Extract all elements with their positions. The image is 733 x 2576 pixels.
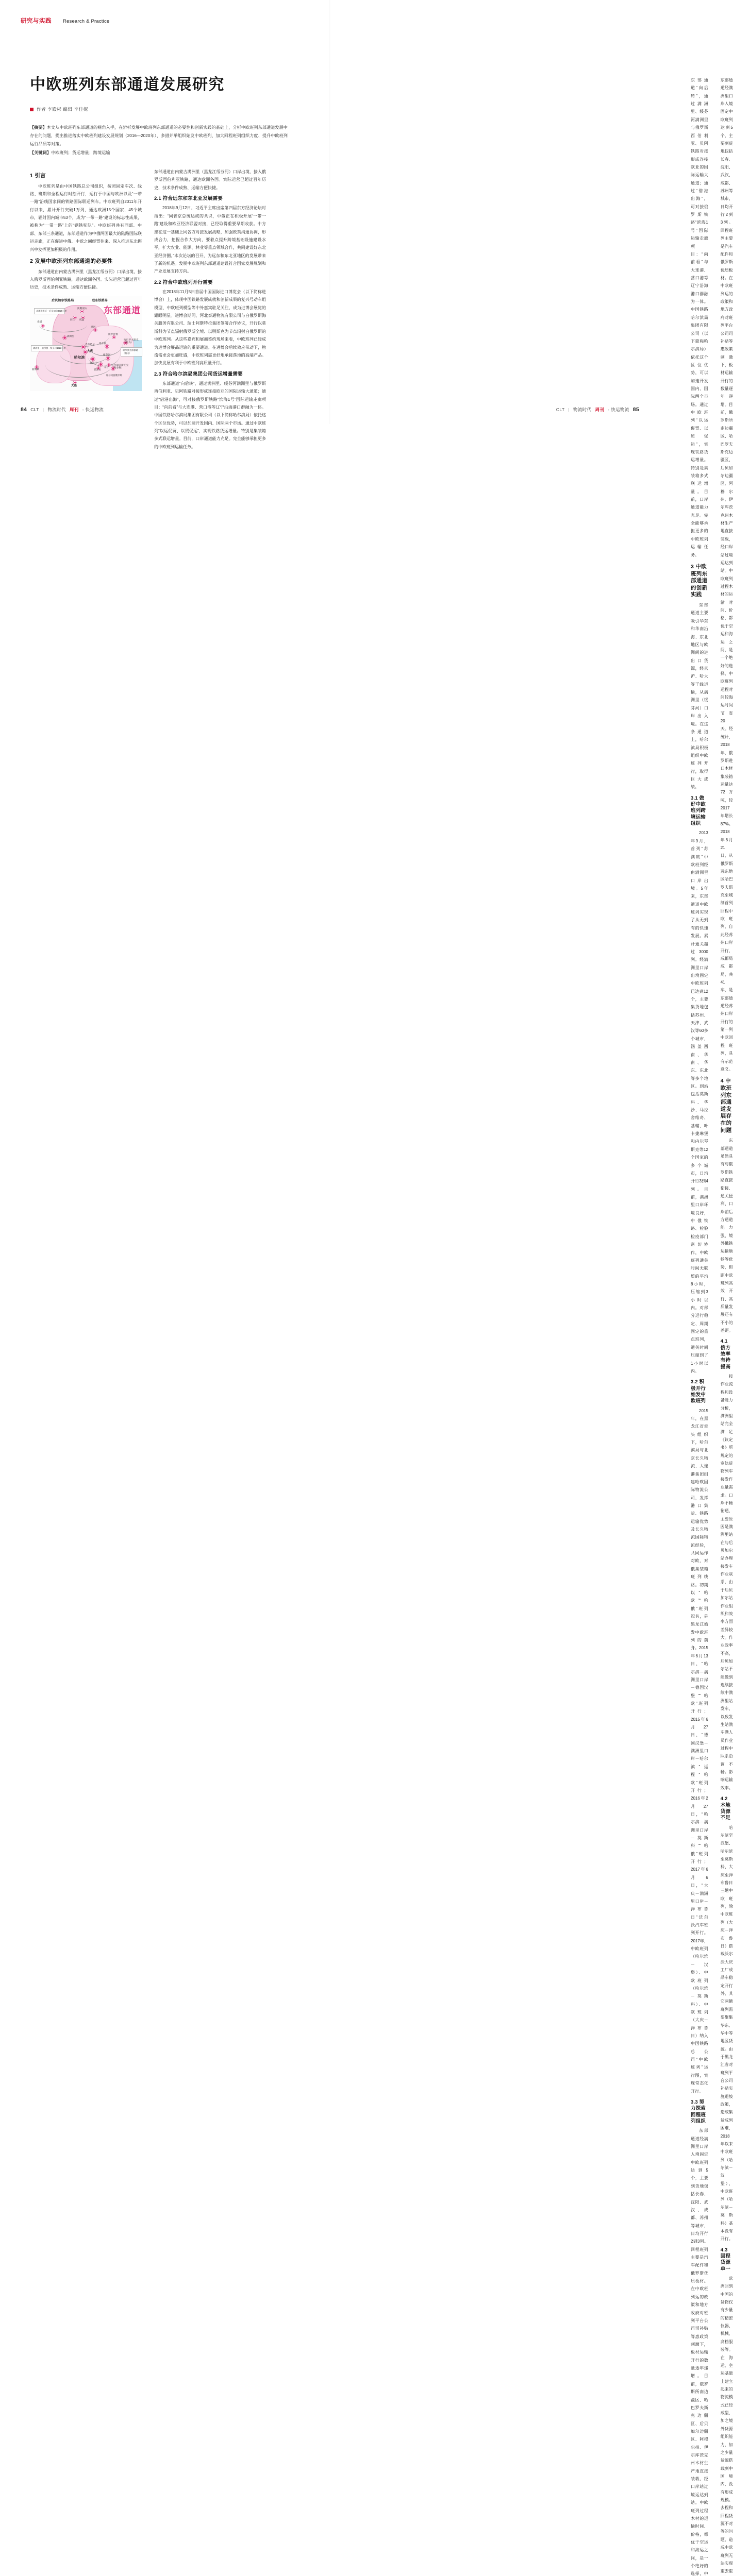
page-left bbox=[0, 0, 330, 449]
column-4 bbox=[721, 76, 733, 2576]
paragraph-s2p1-cont: 东部通道由内蒙古满洲里（黑龙江绥芬河）口岸出境，接入俄罗斯西伯利亚铁路，通达欧洲各国。实际运营已超过百年历史，技术条件成熟、运输方便快捷。 bbox=[154, 170, 266, 190]
footer-left bbox=[21, 406, 104, 413]
map-label-manzhouli: 满洲里 bbox=[67, 334, 75, 337]
heading-section-2-3: 2.3 符合哈尔滨局集团公司货运增量需要 bbox=[154, 371, 243, 377]
footer-brand-right: CLT bbox=[556, 407, 565, 412]
map-label-vladivostok: 符拉迪沃斯托克（海参崴） bbox=[111, 363, 129, 369]
page-gutter bbox=[329, 0, 330, 424]
map-node-birobidzhan bbox=[112, 336, 115, 339]
map-label-daqing: 大庆 bbox=[87, 349, 93, 353]
map-label-woliluofu: 沃利诺夫 bbox=[77, 307, 88, 310]
paragraph-s23p1-cont: 东部通道“向后转”，通过满洲里、绥芬河满洲里与俄罗斯西伯利亚、贝阿铁路对接形成连接欧亚的国际运输大通道；通过“借港出海”，可对接俄罗斯铁路“滨海1号”国际运输走廊项目：“向前看”与大连港、营口港等辽宁沿海港口群融为一体。中国铁路哈尔滨局集团有限公司（以下简称哈尔滨局）依托这个区位优势，可以加速开发国内、国际两个市场。通过中欧班列“以运促贸、以贸促运”，实现铁路货运增量。特别是集装箱多式联运增量。目前，口岸通道能力充足。完全能够承担更多的中欧班列运输任务。 bbox=[691, 78, 708, 557]
map-label-dalian: 大连 bbox=[71, 384, 77, 387]
abstract-block bbox=[30, 124, 288, 157]
paragraph-s33p1-cont: 东部通道经满洲里口岸入境固定中欧班列达到5个，主要到货地包括长春、沈阳、武汉、成都、苏州等城市，日均开行2到3列。回程班列主要是汽车配件和俄罗斯优质板材。在中欧班列运的政策和地方政府对班列平台公司司补贴等惠政策刺激下，板材运输开行的数量逐年递增。目前，俄罗斯所南边疆区、哈巴罗夫斯克边疆区、后贝加尔边疆区、阿穆尔州、伊尔库茨克州木材生产地直接装载，经口岸站过境运达到站。中欧班列过程木材的运输时间、价格，都优于空运和海运之间，是一个绝好的选择，中欧班列运程时间较海运时间节省20天。经统计，2018年，俄罗斯进口木材集装箱运量达72万吨，较2017年增长87%。2018年8月21日，从俄罗斯远东地区哈巴罗夫斯克至城制首列回程中欧班列，自此经苏州口岸开行，成都局成都局，共41车，是东部通道经苏州口岸开行的第一列中欧回程班列，具有示范意义。 bbox=[720, 78, 733, 1072]
abstract-label: 【摘要】 bbox=[30, 125, 47, 130]
map-label-chita: 赤塔 bbox=[37, 320, 42, 323]
abstract-paragraph bbox=[30, 124, 288, 148]
page-number-left: 84 bbox=[21, 406, 27, 413]
map-label-dongning: 东宁 bbox=[104, 365, 109, 368]
paragraph-s22p1: 在2018年11月5日首届中国国际进口博览会（以下简称进博会）上，体现中国铁路发展成就和创新成果的复兴号动车组模型、中欧班列模型等中外嘉宾驻足关注，成为进博会展览的耀眼明星。进博会期间，河北泰通物流有限公司与白俄罗斯海关服务有限公司、瑞士阿斯特拉集团签署合作协议，开行以莫斯科为节点辐射俄罗斯全境、以明斯克为节点辐射白俄罗斯的中欧班列。从这些嘉宾和展商签约现场来看，中欧班列已经成为进博会展品运输的重要通道。在进博会后续效应带动下，物流需求会更加旺盛，中欧班列需更好地承接落地的高端产品。加快发展有利于中欧班列高质量开行。 bbox=[154, 290, 266, 366]
footer-magazine-red-right: 周刊 bbox=[595, 407, 605, 412]
map-node-mudanjiang bbox=[99, 363, 103, 366]
footer-right bbox=[556, 406, 639, 413]
map-label-tongjiang: 同江 bbox=[70, 318, 75, 321]
map-infobox-distance-2: 满洲里－哈尔滨－绥芬河1522公里 bbox=[31, 345, 63, 351]
map-node-daqing bbox=[84, 350, 87, 354]
heading-section-3: 3 中欧班列东部通道的创新实践 bbox=[691, 563, 708, 598]
map-label-suifenhe: 绥芬河 bbox=[103, 353, 111, 356]
heading-section-3-1: 3.1 做好中欧班列跨境运输组织 bbox=[691, 795, 706, 827]
keywords-label: 【关键词】 bbox=[30, 150, 51, 155]
map-node-jiamusi bbox=[105, 345, 109, 348]
map-node-heihe bbox=[94, 329, 97, 332]
map-note-suifenhe-russia: 绥芬河接俄罗斯 bbox=[106, 374, 122, 377]
map-note-harbin-vladivostok: 哈尔滨至海参崴（格力） bbox=[121, 347, 142, 357]
map-label-birobidzhan: 比罗比詹 bbox=[108, 332, 119, 335]
footer-magazine-red-left: 周刊 bbox=[69, 407, 79, 412]
keywords-paragraph bbox=[30, 149, 288, 157]
heading-section-4: 4 中欧班列东部通道发展存在的问题 bbox=[720, 1078, 732, 1133]
column-2 bbox=[154, 168, 266, 451]
paragraph-s4p1: 东部通道虽然具有与俄罗斯铁路直接衔接、通关便利、口岸前后方通道能力强、境外俄铁运输顺畅等优势，但距中欧班列高效开行、高质量发展还有不小的差距。 bbox=[720, 1138, 733, 1333]
paragraph-s32p1: 2015年，在黑龙江省牵头组织下，哈尔滨局与北京长久物流、大连港集团组建哈欧国际物流公司，发挥港口集货、铁路运输优势及长久物流国际物流经验，共同运作对欧、对俄集装箱班列线路。初期以“哈欧”“哈俄”班列冠名，是黑龙江始发中欧班列的前身。2015年6月13日，“哈尔滨－满洲里口岸－德国汉堡”“哈欧”班列开行；2015年6月27日，“德国汉堡－满洲里口岸－哈尔滨”返程“哈欧”班列开行；2016年2月27日，“哈尔滨－满洲里口岸－莫斯科”“哈俄”班列开行；2017年6月6日，“大庆－满洲里口岸－泽布鲁日”沃尔沃汽车班列开行。2017年，中欧班列（哈尔滨－汉堡）、中欧班列（哈尔滨－莫斯科）、中欧班列（大庆－泽布鲁日）纳入中国铁路总公司“中欧班列”运行图，实现常态化开行。 bbox=[691, 1408, 708, 2094]
heading-section-2-1: 2.1 符合远东和东北亚发展需要 bbox=[154, 196, 223, 202]
footer-brand-left: CLT bbox=[30, 407, 39, 412]
map-label-mudanjiang: 牡丹江 bbox=[90, 361, 97, 364]
paragraph-s21p1: 2018年9月12日，习近平主席出席第四届东方经济论坛时指出：“同普京总统达成的共识，中俄正在积极开展‘一带一路’建设和欧亚经济联盟对接，已经取得重要早期收获。中方愿在这一基础上同各方对接发展战略，加强政策沟通协调，形成合力，把握合作大方向，要着点提升跨境基础设施建设水平，扩大农业、能源、林业等重点领域合作，共同建设好东北亚经济圈。”本次论坛的召开，为远东和东北亚地区的发展带来了新的机遇。发展中欧班列东部通道建设符合国家发展规划和产业发展支持方向。 bbox=[154, 206, 266, 274]
byline-marker-icon bbox=[30, 108, 34, 111]
paragraph-s33p1: 东部通道经满洲里口岸入境固定中欧班列达到5个，主要到货地包括长春、沈阳、武汉、成都、苏州等城市，日均开行2到3列。回程班列主要是汽车配件和俄罗斯优质板材。在中欧班列运的政策和地方政府对班列平台公司司补贴等惠政策刺激下，板材运输开行的数量逐年递增。目前，俄罗斯所南边疆区、哈巴罗夫斯克边疆区、后贝加尔边疆区、阿穆尔州、伊尔库茨克州木材生产地直接装载，经口岸站过境运达到站。中欧班列过程木材的运输时间、价格，都优于空运和海运之间，是一个绝好的选择，中 bbox=[691, 2128, 708, 2576]
map-graphic bbox=[30, 296, 142, 391]
heading-section-2: 2 发展中欧班列东部通道的必要性 bbox=[30, 258, 113, 264]
paragraph-s42p1: 哈尔滨至汉堡、哈尔滨至莫斯科、大庆至泽布鲁日三趟中欧班列，除中欧班列（大庆－泽布鲁日）搭载沃尔沃大庆工厂成品车稳定开行外，其它两趟班列需要聚集华东、华中等地区货源。由于黑龙江省对班列平台公司补贴实施退坡政策，造成集货成列困难，2018年以来中欧班列（哈尔滨－汉堡）、中欧班列（哈尔滨－莫斯科）基本没有开行。 bbox=[720, 1825, 733, 2242]
abstract-text: 本文从中欧班列东部通道的视角入手，在辨析发展中欧班列东部通道的必要性和创新实践的基础上，分析中欧班列东部通道发展中存在的问题，提出推进落实中欧班列建设发展规划（2016—2020年）、多措并举组织始发中欧班列、加大回程班列组织力度、提升中欧班列运行品质等对策。 bbox=[30, 125, 288, 146]
map-label-transbaikal-railway: 后贝加尔铁路局 bbox=[52, 299, 74, 302]
byline-text: 作者 李殿彬 编辑 李佳妮 bbox=[37, 107, 88, 112]
map-label-jiamusi: 佳木斯 bbox=[99, 342, 107, 345]
page-right bbox=[330, 0, 733, 2576]
running-head bbox=[21, 16, 109, 25]
article-title: 中欧班列东部通道发展研究 bbox=[30, 76, 225, 93]
map-label-qiqihar: 齐齐哈尔 bbox=[85, 343, 95, 346]
map-label-lanyanzhuan: 蓝烟转 bbox=[32, 367, 40, 370]
footer-separator-left: | bbox=[42, 407, 44, 412]
map-label-fuyuan: 抚远 bbox=[79, 318, 85, 321]
running-head-en: Research & Practice bbox=[63, 19, 110, 24]
footer-magazine-pre-left: 物流时代 bbox=[47, 407, 66, 412]
heading-section-4-1: 4.1 俄方效率有待提高 bbox=[720, 1338, 731, 1370]
heading-section-1: 1 引言 bbox=[30, 173, 46, 179]
column-3 bbox=[691, 76, 708, 2576]
map-node-woliluofu bbox=[80, 310, 84, 313]
heading-section-4-2: 4.2 本地货源不足 bbox=[720, 1796, 731, 1821]
heading-section-3-3: 3.3 努力探索回程班列组织 bbox=[691, 2099, 706, 2124]
map-title: 东部通道 bbox=[104, 305, 141, 315]
heading-section-3-2: 3.2 积极开行始发中欧班列 bbox=[691, 1379, 706, 1404]
map-infobox-distance-1: 赤塔通克沃－后贝加尔3325公里 bbox=[34, 308, 65, 314]
paragraph-s43p1: 欧洲回到中国的货物仅有少量的精密仪器、机械、高档服装等。在海运、空运基础上建立起来的物流模式已经成型，加之境外货源组织能力，加之少量货源搭载到中国境内，没有形成规模。去程和回程货源不对等的问题，造成中欧班列无法实现重去重 bbox=[720, 2276, 733, 2574]
map-node-qiqihar bbox=[81, 345, 85, 349]
running-head-cn: 研究与实践 bbox=[21, 18, 52, 24]
paragraph-s2p1: 东部通道由内蒙古满洲里（黑龙江绥芬河）口岸出境，接入俄罗斯西伯利亚铁路，通达欧洲各国。实际运营已超过百年历史，技术条件成熟、运输方便快捷。 bbox=[30, 269, 142, 290]
map-label-khabarovsk: 哈巴罗夫斯克（伯力） bbox=[124, 338, 139, 344]
paragraph-s31p1: 2013年9月，首列“苏满欧”中欧班列经由满洲里口岸出境。5年来，东部通道中欧班列实现了从无到有的快速发展。累计通关超过3000列。经满洲里口岸出境固定中欧班列已达到12个，主要集货地包括苏州、天津、武汉等60多个城市，涵盖西南、华南、华东、东北等多个地区。到站包括莫斯科、华沙、马拉舍维奇、基辅、叶卡捷琳堡和内尔琴斯克等12个国家的多个城市，日均开行3到4列。目前，满洲里口岸环境良好，中俄铁路、检验检疫部门密切协作，中欧班列通关时间无联贸的平均8小时，压缩到3小时以内。对部分运行稳定、周期固定的重点班列，通关时间压缩到了1小时以内。 bbox=[691, 831, 708, 1374]
paragraph-s23p1: 东部通道“向后转”，通过满洲里、绥芬河满洲里与俄罗斯西伯利亚、贝阿铁路对接形成连接欧亚的国际运输大通道；通过“借港出海”，可对接俄罗斯铁路“滨海1号”国际运输走廊项目：“向前看”与大连港、营口港等辽宁沿海港口群融为一体。中国铁路哈尔滨局集团有限公司（以下简称哈尔滨局）依托这个区位优势，可以加速开发国内、国际两个市场。通过中欧班列“以运促贸、以贸促运”，实现铁路货运增量。特别是集装箱多式联运增量。目前，口岸通道能力充足。完全能够承担更多的中欧班列运输任务。 bbox=[154, 381, 266, 449]
heading-section-4-3: 4.3 回程货源单一 bbox=[720, 2247, 731, 2272]
map-label-harbin: 哈尔滨 bbox=[74, 355, 85, 360]
paragraph-s1p1: 中欧班列是由中国铁路总公司组织，按照固定车次、线路、班期和全程运行时刻开行，运行于中国与欧洲以及“一带一路”沿线国家间的铁路国际联运列车。中欧班列自2011年开行以来，累计开行突破1万列，通达欧洲15个国家、45个城市，辐射国内城市53个，成为“一带一路”建设的标志性成果，被称为“一带一路”上的“钢铁驼队”。中欧班列共有西部、中部、东部三条通道，东部通道作为中俄两国最大的陆路国际联运走廊，正在促进中俄、中欧之间经贸往来、深入推进东北振兴中发挥更加积极的作用。 bbox=[30, 183, 142, 252]
paragraph-s3p1: 东部通道主要吸引华东和华南沿海、东北地区与欧洲间的进出口货源，经京沪、哈大等干线运输，从满洲里（绥芬河）口岸出入境。在这条通道上，哈尔滨局积极组织中欧班列开行，取得巨大成绩。 bbox=[691, 603, 708, 790]
paragraph-s41p1: 按作业流程和设备能力分析，满洲里站完全满足《议定书》所规定的宽轨货物列车接发作业量需求。口岸不畅衔通，主要原因是满洲里站在与后贝加尔站办理接发车作业联系，由于后贝加尔站作业组织和效率方面差异较大。作业效率不高，后贝加尔站不能做到连续接续中满洲里站发车，以致发生站满车满人员作业过程中队系沿调不畅。影响运输效率。 bbox=[720, 1374, 733, 1790]
map-node-manzhouli bbox=[63, 336, 66, 340]
map-label-heihe: 黑河 bbox=[91, 325, 96, 328]
map-node-suifenhe bbox=[106, 357, 110, 360]
byline bbox=[30, 106, 88, 112]
page-number-right: 85 bbox=[632, 406, 639, 413]
footer-magazine-post-right: - 快运物流 bbox=[608, 407, 629, 412]
footer-magazine-post-left: - 快运物流 bbox=[82, 407, 104, 412]
map-node-chita bbox=[41, 325, 44, 328]
map-node-harbin bbox=[91, 357, 95, 361]
map-label-fareast-railway: 远东铁路局 bbox=[92, 299, 108, 302]
footer-magazine-pre-right: 物流时代 bbox=[573, 407, 592, 412]
footer-separator-right: | bbox=[568, 407, 570, 412]
figure-east-corridor-map bbox=[30, 296, 142, 391]
map-label-laoheishan: 老黑山 bbox=[94, 368, 102, 371]
heading-section-2-2: 2.2 符合中欧班列开行需要 bbox=[154, 279, 213, 285]
keywords-text: 中欧班列；货运增量；跨境运输 bbox=[51, 150, 110, 155]
